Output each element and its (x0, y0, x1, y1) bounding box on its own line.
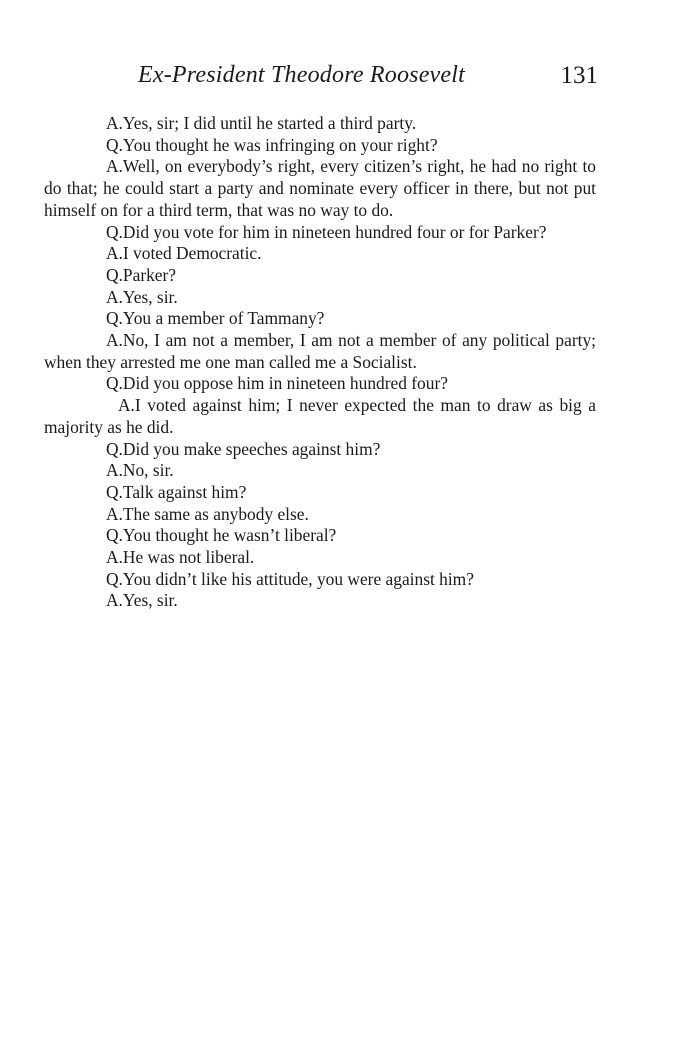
line-text: I voted Democratic. (122, 243, 262, 264)
speaker-label: Q. (106, 221, 123, 242)
line-text: You thought he was infringing on your right? (122, 134, 438, 155)
speaker-label: Q. (106, 264, 123, 285)
qa-line (44, 308, 596, 330)
qa-line (44, 439, 596, 461)
line-text: I voted against him; I never expected the man to draw as big a majority as he did. (44, 395, 596, 437)
qa-line (44, 265, 596, 287)
line-text: No, I am not a member, I am not a member of any political party; when they arrested me one man called me a Socialist. (44, 330, 596, 372)
line-text: Yes, sir. (122, 286, 178, 307)
speaker-label: Q. (106, 438, 123, 459)
testimony-text (44, 113, 596, 612)
speaker-label: A. (106, 286, 123, 307)
qa-line (44, 156, 596, 221)
line-text: He was not liberal. (122, 547, 255, 568)
line-text: Yes, sir; I did until he started a third party. (122, 113, 417, 133)
speaker-label: A. (106, 243, 123, 264)
qa-line (44, 547, 596, 569)
speaker-label: Q. (106, 568, 123, 589)
line-text: Parker? (122, 264, 177, 285)
speaker-label: Q. (106, 134, 123, 155)
line-text: Well, on everybody’s right, every citizen’s right, he had no right to do that; he could start a party and nominate every officer in there, but not put himself on for a third term, that was no way to do. (44, 156, 596, 220)
line-text: The same as anybody else. (122, 503, 309, 524)
line-text: Did you vote for him in nineteen hundred four or for Parker? (122, 221, 547, 242)
speaker-label: A. (106, 460, 123, 481)
qa-line (44, 243, 596, 265)
speaker-label: A. (106, 113, 123, 133)
qa-line (44, 569, 596, 591)
qa-line (44, 330, 596, 373)
qa-line (44, 460, 596, 482)
line-text: You didn’t like his attitude, you were against him? (122, 568, 474, 589)
line-text: You thought he wasn’t liberal? (122, 525, 337, 546)
qa-line (44, 504, 596, 526)
speaker-label: A. (106, 547, 123, 568)
qa-line (44, 135, 596, 157)
page-header (138, 62, 598, 92)
page-number: 131 (560, 62, 598, 89)
line-text: Did you oppose him in nineteen hundred four? (122, 373, 448, 394)
qa-line (44, 113, 596, 135)
speaker-label: A. (106, 503, 123, 524)
line-text: Did you make speeches against him? (122, 438, 381, 459)
qa-line (44, 395, 596, 438)
speaker-label: A. (106, 590, 123, 611)
speaker-label: Q. (106, 373, 123, 394)
line-text: Yes, sir. (122, 590, 178, 611)
speaker-label: A. (106, 156, 123, 177)
qa-line (44, 482, 596, 504)
qa-line (44, 287, 596, 309)
speaker-label: A. (106, 330, 123, 351)
line-text: You a member of Tammany? (122, 308, 325, 329)
line-text: Talk against him? (122, 481, 247, 502)
speaker-label: Q. (106, 308, 123, 329)
speaker-label: Q. (106, 525, 123, 546)
qa-line (44, 373, 596, 395)
speaker-label: Q. (106, 481, 123, 502)
qa-line (44, 222, 596, 244)
qa-line (44, 590, 596, 612)
line-text: No, sir. (122, 460, 174, 481)
speaker-label: A. (118, 395, 135, 416)
qa-line (44, 525, 596, 547)
running-title: Ex-President Theodore Roosevelt (138, 62, 465, 88)
